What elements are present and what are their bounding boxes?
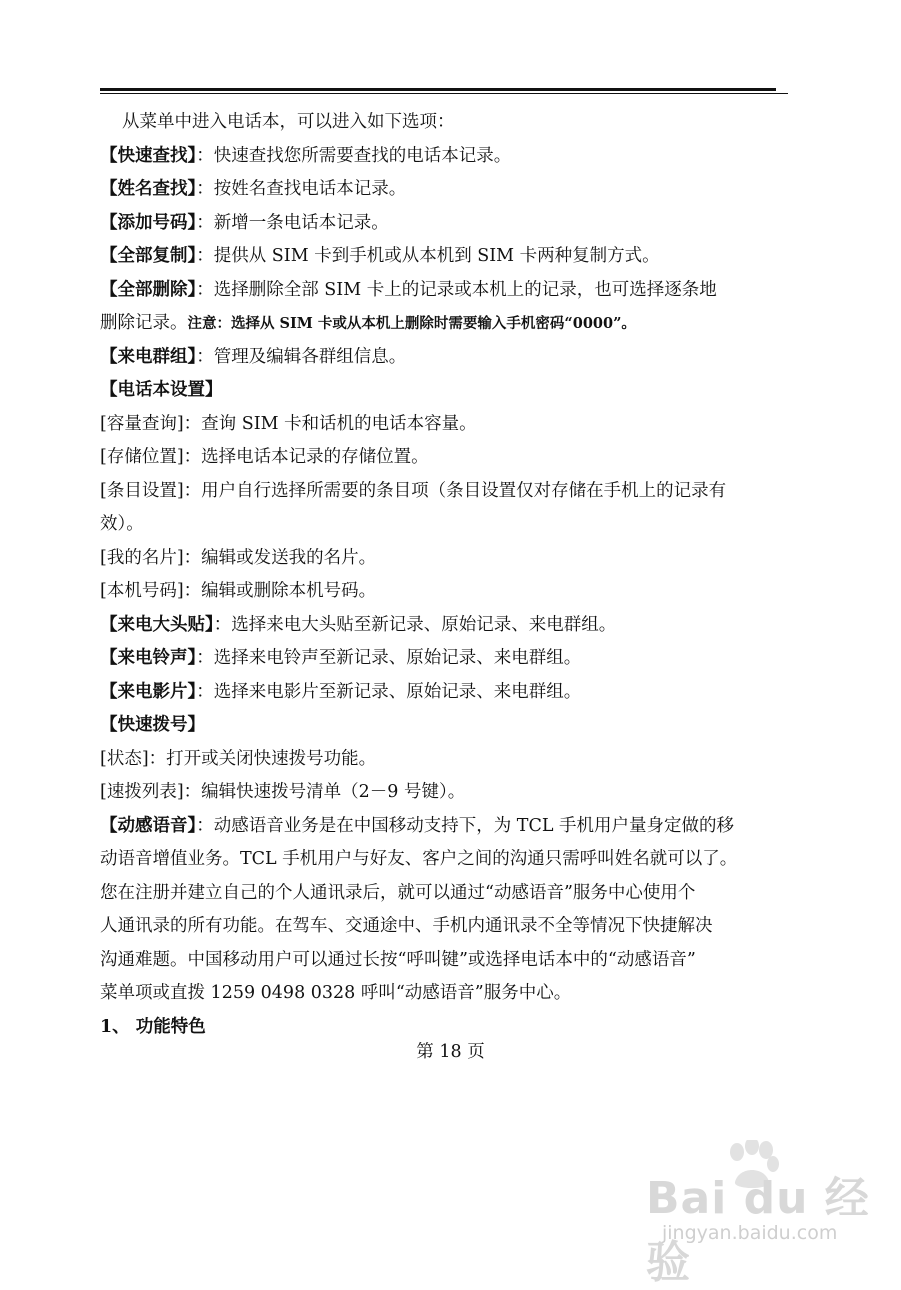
item-desc: 删除记录。 <box>100 313 188 333</box>
item-heading: 【全部复制】 <box>100 246 197 266</box>
item-voice-service <box>100 810 790 844</box>
speed-dial-list: [速拨列表]：编辑快速拨号清单（2－9 号键）。 <box>100 782 466 802</box>
voice-service-line-2: 动语音增值业务。TCL 手机用户与好友、客户之间的沟通只需呼叫姓名就可以了。 <box>100 849 738 869</box>
subsection-features: 1、 功能特色 <box>100 1016 206 1037</box>
item-heading: 【来电影片】 <box>100 681 197 702</box>
item-desc: ：快速查找您所需要查找的电话本记录。 <box>196 145 512 166</box>
header-rule-thin <box>100 93 788 94</box>
item-desc: ：选择删除全部 SIM 卡上的记录或本机上的记录，也可选择逐条地 <box>196 279 717 300</box>
voice-service-line-5: 沟通难题。中国移动用户可以通过长按“呼叫键”或选择电话本中的“动感语音” <box>100 949 696 970</box>
setting-my-card: [我的名片]：编辑或发送我的名片。 <box>100 547 377 568</box>
voice-service-line-6: 菜单项或直拨 1259 0498 0328 呼叫“动感语音”服务中心。 <box>100 983 572 1003</box>
item-copy-all <box>100 240 790 274</box>
item-desc: ：管理及编辑各群组信息。 <box>196 346 407 367</box>
setting-own-number: [本机号码]：编辑或删除本机号码。 <box>100 581 377 601</box>
speed-dial-status: [状态]：打开或关闭快速拨号功能。 <box>100 748 377 769</box>
item-quick-search <box>100 140 790 174</box>
item-desc: ：新增一条电话本记录。 <box>196 212 389 233</box>
item-desc: ：动感语音业务是在中国移动支持下，为 TCL 手机用户量身定做的移 <box>196 815 735 836</box>
note-text: 注意：选择从 SIM 卡或从本机上删除时需要输入手机密码“0000”。 <box>187 315 636 332</box>
page-number: 第 18 页 <box>416 1042 485 1062</box>
voice-service-line-3: 您在注册并建立自己的个人通讯录后，就可以通过“动感语音”服务中心使用个 <box>100 882 696 903</box>
item-delete-all <box>100 274 790 308</box>
section-heading: 【快速拨号】 <box>100 715 205 735</box>
item-heading: 【快速查找】 <box>100 145 197 166</box>
item-heading: 【添加号码】 <box>100 212 197 233</box>
watermark-url: jingyan.baidu.com <box>662 1222 838 1244</box>
item-heading: 【来电铃声】 <box>100 648 197 668</box>
item-add-number <box>100 207 790 241</box>
item-desc: ：按姓名查找电话本记录。 <box>196 179 407 199</box>
item-heading: 【来电大头贴】 <box>100 614 214 635</box>
item-caller-ringtone <box>100 642 790 676</box>
section-heading: 【电话本设置】 <box>100 380 223 400</box>
item-desc: ：选择来电铃声至新记录、原始记录、来电群组。 <box>196 648 582 668</box>
item-desc: ：选择来电影片至新记录、原始记录、来电群组。 <box>196 681 582 702</box>
section-speed-dial <box>100 709 790 743</box>
item-caller-picture <box>100 609 790 643</box>
page-body <box>100 106 790 1044</box>
setting-fields: [条目设置]：用户自行选择所需要的条目项（条目设置仅对存储在手机上的记录有 <box>100 480 727 501</box>
intro-line: 从菜单中进入电话本，可以进入如下选项： <box>122 112 455 132</box>
item-delete-all-cont <box>100 307 790 341</box>
item-heading: 【动感语音】 <box>100 815 197 836</box>
item-caller-video <box>100 676 790 710</box>
setting-capacity: [容量查询]：查询 SIM 卡和话机的电话本容量。 <box>100 413 477 434</box>
section-phonebook-settings <box>100 374 790 408</box>
item-heading: 【姓名查找】 <box>100 179 197 199</box>
item-name-search <box>100 173 790 207</box>
header-rule-thick <box>100 88 776 91</box>
item-heading: 【来电群组】 <box>100 346 197 367</box>
item-desc: ：提供从 SIM 卡到手机或从本机到 SIM 卡两种复制方式。 <box>196 246 660 266</box>
item-caller-groups <box>100 341 790 375</box>
item-heading: 【全部删除】 <box>100 279 197 300</box>
item-desc: ：选择来电大头贴至新记录、原始记录、来电群组。 <box>213 614 617 635</box>
watermark-logo-text: Bai du 经验 <box>646 1173 870 1288</box>
voice-service-line-4: 人通讯录的所有功能。在驾车、交通途中、手机内通讯录不全等情况下快捷解决 <box>100 916 713 936</box>
setting-fields-cont: 效）。 <box>100 514 144 534</box>
setting-storage: [存储位置]：选择电话本记录的存储位置。 <box>100 447 429 467</box>
